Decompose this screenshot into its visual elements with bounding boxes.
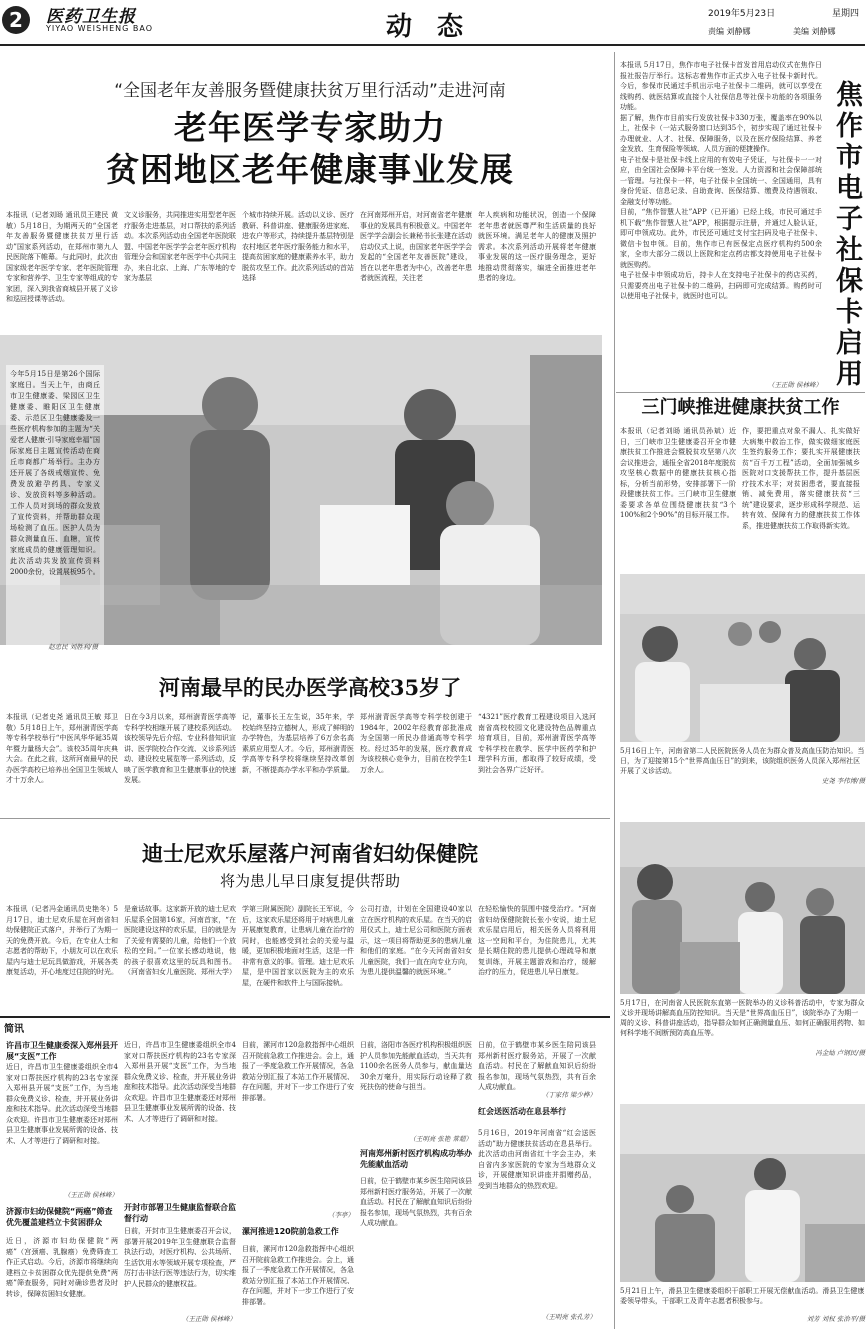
brief-byline: （李亭） <box>328 1211 354 1219</box>
brief-title: 济源市妇幼保健院“两癌”筛查优先覆盖建档立卡贫困群众 <box>6 1207 113 1227</box>
brief-body: 日前，洛阳市各医疗机构积极组织医护人员参加先能献血活动，当天共有1100余名医务人员参与，献血量达30余万毫升，用实际行动诠释了救死扶伤的使命与担当。 <box>360 1041 472 1091</box>
issue-date: 2019年5月23日 <box>708 9 776 19</box>
sanmenxia-title: 三门峡推进健康扶贫工作 <box>641 397 840 418</box>
disney-column: 学第三附属医院）副院长王军说，今后，这家欢乐屋还将用于对病患儿童开展康复教育，让患病儿童在治疗的同时，也能感受到社会的关爱与温暖，更加积极地面对生活，这是一件非常有意义的事。管理。迪士尼欢乐屋，是中国首家以医院为主的欢乐屋，在硬件和软件上与国际接轨。 <box>242 905 354 987</box>
issue-weekday: 星期四 <box>832 9 860 19</box>
brief-body: 日前，位于鹤壁市某乡医生陪同该县郑州新村医疗服务站，开展了一次献血活动。村民在了解献血知识后纷纷报名参加，现场气氛热烈，共有百余人成功献血。 <box>360 1177 472 1227</box>
brief-title: 红会送医活动在息县举行 <box>478 1107 566 1116</box>
lead-kicker: “全国老年友善服务暨健康扶贫万里行活动”走进河南 <box>114 81 506 101</box>
right-photo-2 <box>620 822 865 994</box>
school-title: 河南最早的民办医学高校35岁了 <box>158 675 462 700</box>
photo-note-box <box>6 365 104 665</box>
brief-byline: （王明亮 张孔芳） <box>541 1313 596 1321</box>
brief-body: 近日，济源市妇幼保健院“两癌”（宫颈癌、乳腺癌）免费筛查工作正式启动。今后，济源市将继续向建档立卡贫困群众优先提供免费“两癌”筛查服务，同时对确诊患者及时转诊，保障贫困妇女健康。 <box>6 1237 118 1298</box>
disney-column: 在轻松愉快的氛围中接受治疗。“河南省妇幼保健院院长张小安说，迪士尼欢乐屋启用后，相关医务人员将利用这一空间和平台，为住院患儿，尤其是长期住院的患儿提供心理疏导和康复训练，开展主题游戏和治疗，缓解治疗的压力，促进患儿早日康复。 <box>478 905 596 976</box>
jiaozuo-paragraph: 电子社保卡是社保卡线上应用的有效电子凭证，与社保卡一一对应，由全国社会保障卡平台统一签发。人力资源和社会保障部统一管理。与社保卡一样，电子社保卡全国统一、全国通用，具有身份凭证、信息记录、自助查询、医保结算、缴费及待遇领取、金融支付等功能。 <box>620 155 822 206</box>
right-photo-3-caption: 5月21日上午，滑县卫生健康委组织干部职工开展无偿献血活动。滑县卫生健康委领导带头，干部职工及青年志愿者积极参与。 <box>620 1287 865 1305</box>
paper-name-pinyin: YIYAO WEISHENG BAO <box>46 24 153 33</box>
right-photo-1-caption: 5月16日上午，河南省第二人民医院医务人员在为群众普及高血压防治知识。当日，为了迎接第15个“世界高血压日”的到来，该院组织医务人员深入郑州社区开展了义诊活动。 <box>620 747 865 775</box>
lead-title-line2: 贫困地区老年健康事业发展 <box>106 150 514 189</box>
jiaozuo-paragraph: 本报讯 5月17日，焦作市电子社保卡首发首用启动仪式在焦作日报社报告厅举行。这标志着焦作市正式步入电子社保卡新时代。今后，参保市民通过手机出示电子社保卡二维码，就可以享受在线购药、就医结算或直接个人社保信息等社保卡功能的各项服务功能。 <box>620 61 822 111</box>
brief-byline: （王明亮 张艳 常超） <box>409 1135 472 1143</box>
brief-title: 漯河推进120院前急救工作 <box>242 1227 339 1236</box>
school-column: 记，董事长王左生说，35年来，学校始终坚持立德树人，形成了鲜明的办学特色，为基层培养了6万余名高素质应用型人才。今后，郑州澍青医学高等专科学校将继续坚持改革创新，不断提高办学水平和办学质量。 <box>242 713 354 774</box>
brief-byline: （丁家伟 梁少桦） <box>541 1091 596 1099</box>
jiaozuo-vertical-title: 焦作市电子社保卡启用 <box>831 80 862 390</box>
brief-body: 近日，许昌市卫生健康委组织全市4家对口帮扶医疗机构的23名专家深入郑州县开展“支医”工作，为当地群众免费义诊、检查，并开展业务讲座和技术指导。此次活动深受当地群众欢迎。许昌市卫生健康委还对郑州县卫生健康事业发展所需的设备、技术、人才等进行了调研和对接。 <box>6 1063 118 1145</box>
jiaozuo-paragraph: 电子社保卡申领成功后，持卡人在支持电子社保卡的药店买药，只需要亮出电子社保卡的二维码，扫码即可完成结算。购药时可以使用电子社保卡，就医时也可以。 <box>620 271 822 300</box>
jiaozuo-byline: （王正勋 侯林峰） <box>767 381 822 389</box>
jiaozuo-paragraph: 目前，“焦作智慧人社”APP（已开通）已经上线，市民可通过手机下载“焦作智慧人社”APP，根据提示注册，并通过人脸认证，即可申领成功。此外，市民还可通过支付宝扫码及电子社保卡、微信卡包申领。目前，焦作市已有医保定点医疗机构约500余家，全市大部分二级以上医院和定点药店都支持使用电子社保卡就医购药。 <box>620 208 822 269</box>
lead-column: 在河南郑州开启，对河南省老年健康事业的发展具有积极意义。中国老年医学学会副会长兼秘书长张建在活动启动仪式上说，由国家老年医学学会发起的“全国老年友善医院”建设，旨在以老年患者为中心，改善老年患者就医流程，关注老 <box>360 211 472 282</box>
lead-column: 年人疾病和功能状况，创造一个保障老年患者就医尊严和生活质量的良好就医环境。满足老年人的健康及照护需求。本次系列活动开展将老年健康事业发展的这一医疗服务理念，更好地推动贯彻落实，编进全面推进老年患者的身边。 <box>478 211 596 282</box>
disney-subtitle: 将为患儿早日康复提供帮助 <box>219 872 400 890</box>
section-title: 动 态 <box>386 12 472 42</box>
lead-column: 文义诊服务，共同推进实用型老年医疗服务走进基层，对口帮扶的系列活动。本次系列活动由全国老年医院联盟、中国老年医学学会老年医疗机构管理分会和国家老年医学中心共同主办，来自北京、上海、广东等地的专家为基层 <box>124 211 236 282</box>
jiaozuo-body <box>620 60 822 352</box>
brief-body: 日前，位于鹤壁市某乡医生陪同该县郑州新村医疗服务站，开展了一次献血活动。村民在了解献血知识后纷纷报名参加，现场气氛热烈，共有百余人成功献血。 <box>478 1041 596 1091</box>
lead-photo <box>0 335 602 651</box>
right-photo-2-byline: 冯金灿 卢钢民/摄 <box>815 1049 865 1057</box>
disney-title: 迪士尼欢乐屋落户河南省妇幼保健院 <box>142 841 478 866</box>
school-column: “4321”医疗教育工程建设项目入选河南省高校校园文化建设特色品牌重点培育项目，目前，郑州澍青医学高等专科学校在教学、医学中医药学和护理学科方面，都取得了较好成绩，受到社会各界广泛好评。 <box>478 713 596 774</box>
photo-note-text: 今年5月15日是第26个国际家庭日。当天上午，由商丘市卫生健康委、梁园区卫生健康委、睢阳区卫生健康委、示范区卫生健康委及一些医疗机构参加的主题为“关爱老人健康·引导家庭幸福”国际家庭日主题宣传活动在商丘市商都广场举行。主办方还开展了各级戒烟宣传、免费发放避孕药具、专家义诊、发放资料等多种活动。工作人员对到场的群众发放了宣传资料，并帮助群众现场检测了血压。医护人员为群众测量血压、血糖，宣传家庭成员的健康管理知识。此次活动共发放宣传资料2000余份，设置展板95个。 <box>10 370 100 576</box>
school-column: 日在今3月以来，郑州澍青医学高等专科学校相继开展了建校系列活动。该校领导先后介绍、专业科普知识宣讲、医学院校合作交流、义诊系列活动、建设校史展览等一系列活动，反映了医学教育和卫生健康事业的快速发展。 <box>124 713 236 784</box>
lead-title-line1: 老年医学专家助力 <box>174 108 446 147</box>
disney-column: 本报讯（记者冯金通讯员史艳冬）5月17日，迪士尼欢乐屋在河南省妇幼保健院正式落户，并举行了为期一天的免费开放。今后，在专业人士和志愿者的帮助下，小朋友可以在欢乐屋内与迪士尼玩具做游戏，开展各类康复活动，开心地度过住院的时光。 <box>6 905 118 976</box>
right-photo-1 <box>620 574 865 742</box>
brief-body: 目前，漯河市120急救指挥中心组织召开院前急救工作推进会。会上，通报了一季度急救工作开展情况，各急救站分别汇报了本站工作开展情况、存在问题，并对下一步工作进行了安排部署。 <box>242 1041 354 1102</box>
sanmenxia-column: 作，要把重点对象不漏人、扎实做好大病集中救治工作，做实做细家庭医生签约服务工作；要扎实开展健康扶贫“百千万工程”活动，全面加强城乡医院对口支援帮扶工作，提升基层医疗技术水平；对贫困患者，要直接报销、减免费用，落实健康扶贫“三统”建设要求，逐步形成科学规范、运转有效、保障有力的健康扶贫工作体系，推进健康扶贫工作取得新实效。 <box>742 427 860 530</box>
school-column: 郑州澍青医学高等专科学校创建于1984年，2002年经教育部批准成为全国第一所民办普通高等专科学校。经过35年的发展，医疗教育成为该校核心竞争力，目前在校学生1万余人。 <box>360 713 472 774</box>
section-divider <box>0 818 610 819</box>
photo-note-byline: 赵忠民 刘胜利/摄 <box>48 643 98 651</box>
masthead <box>0 0 865 46</box>
column-divider <box>614 52 615 1329</box>
brief-byline: （王正勋 侯林峰） <box>63 1191 118 1199</box>
design-credit: 美编 刘静娜 <box>793 27 836 36</box>
brief-title: 开封市部署卫生健康监督联合监督行动 <box>124 1203 236 1223</box>
briefs-rule <box>0 1016 610 1018</box>
brief-body: 5月16日，2019年河南省“红会送医活动”助力健康扶贫活动在息县举行。此次活动由河南省红十字会主办，来自省内多家医院的专家为当地群众义诊，开展健康知识讲座并捐赠药品，受到当地群众的热烈欢迎。 <box>478 1129 596 1190</box>
editor-credit: 责编 刘静娜 <box>708 27 751 36</box>
right-photo-3-byline: 刘芳 刘权 张治平/摄 <box>806 1315 865 1323</box>
brief-title: 河南郑州新村医疗机构成功举办先能献血活动 <box>360 1149 472 1169</box>
brief-byline: （王正勋 侯林峰） <box>181 1315 236 1323</box>
jiaozuo-paragraph: 据了解，焦作市目前实行发放社保卡330万张，覆盖率在90%以上，社保卡（一站式服务窗口达到35个，初步实现了通过社保卡办理就业、人才、社保、保障服务，以及在医疗保险结算、养老金发放、生育保险等领域、人员方面的便捷操作。 <box>620 113 822 153</box>
brief-body-continued: 近日，许昌市卫生健康委组织全市4家对口帮扶医疗机构的23名专家深入郑州县开展“支医”工作，为当地群众免费义诊、检查，并开展业务讲座和技术指导。此次活动深受当地群众欢迎。许昌市卫生健康委还对郑州县卫生健康事业发展所需的设备、技术、人才等进行了调研和对接。 <box>124 1041 236 1123</box>
disney-column: 是童话故事。这家新开放的迪士尼欢乐屋系全国第16家，河南首家，“在医院建设这样的欢乐屋，目的就是为了关爱有需要的儿童，给他们一个放松的空间。”一位家长感动地说，他的孩子很喜欢这里的玩具和图书。（河南省妇女儿童医院、郑州大学） <box>124 905 236 976</box>
sanmenxia-column: 本报讯（记者刘旸 通讯员孙斌）近日，三门峡市卫生健康委召开全市健康扶贫工作推进会暨脱贫攻坚第八次会议推进会，通报全省2018年度脱贫攻坚核心数据中的健康扶贫核心指标，分析当前形势，安排部署下一阶段健康扶贫工作。三门峡市卫生健康委要求各单位围绕健康扶贫“3个100%和2个90%”的目标开展工作。 <box>620 427 736 519</box>
lead-column: 本报讯（记者刘旸 通讯员王建民 黄敏）5月18日，为期两天的“全国老年友善服务暨健康扶贫万里行活动”国家系列活动，在郑州市第九人民医院落下帷幕。与此同时，此次由国家级老年医学专家、老年医院管理专家和营养学、卫生专家等组成的专家团，深入到我省商城县开展了义诊和巡回授课等活动。 <box>6 211 118 303</box>
brief-body: 日前，开封市卫生健康委召开会议，部署开展2019年卫生健康联合监督执法行动，对医疗机构、公共场所、生活饮用水等领域开展专项检查，严厉打击非法行医等违法行为，切实维护人民群众的健康权益。 <box>124 1227 236 1288</box>
page-number: 2 <box>2 6 30 34</box>
right-photo-1-byline: 史尧 李伟博/摄 <box>821 777 865 785</box>
right-photo-2-caption: 5月17日，在河南省人民医院东直第一医院举办的义诊科普活动中，专家为群众义诊并现场讲解高血压防控知识。当天是“世界高血压日”，该院举办了为期一周的义诊、科普讲座活动，指导群众如何正确测量血压、如何正确服用药物、如何科学地不间断预防高血压等。 <box>620 999 865 1037</box>
brief-body: 目前，漯河市120急救指挥中心组织召开院前急救工作推进会。会上，通报了一季度急救工作开展情况，各急救站分别汇报了本站工作开展情况、存在问题，并对下一步工作进行了安排部署。 <box>242 1245 354 1306</box>
lead-column: 个城市持续开展。活动以义诊、医疗教研、科普讲座、健康服务进家庭、进农户等形式，持续提升基层特别是农村地区老年医疗服务能力和水平，提高贫困家庭的健康素养水平，助力脱贫攻坚工作。此次系列活动的首站选择 <box>242 211 354 282</box>
school-column: 本报讯（记者史尧 通讯员王敏 郑卫敬）5月18日上午，郑州澍青医学高等专科学校举行“中医风华华诞35周年暨力量杨大会”。该校35周年庆典大会。在此之前，这所河南最早的民办医学高校已培养出全国卫生领域人才十万余人。 <box>6 713 118 784</box>
briefs-label: 简讯 <box>4 1024 24 1035</box>
disney-column: 公司打造，计划在全国建设40家以立在医疗机构的欢乐屋。在当天的启用仪式上，迪士尼公司和医院方面表示，这一项目将帮助更多的患病儿童和他们的家庭。“在今天河南省妇女儿童医院，我们一直在向专业方向，为患儿提供温馨的就医环境。” <box>360 905 472 976</box>
right-photo-3 <box>620 1104 865 1282</box>
brief-title: 许昌市卫生健康委深入郑州县开展“支医”工作 <box>6 1041 118 1061</box>
paper-name: 医药卫生报 <box>46 7 136 27</box>
